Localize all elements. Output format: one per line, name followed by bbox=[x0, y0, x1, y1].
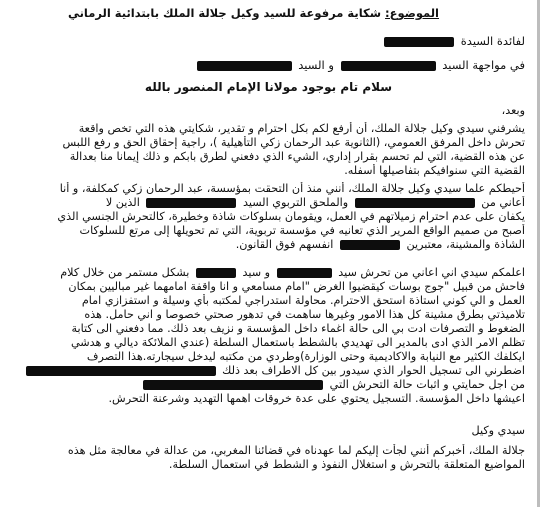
paragraph2-segment: الذين لا bbox=[105, 196, 140, 209]
recipient-prefix: لفائدة السيدة bbox=[460, 34, 525, 48]
paragraph3-segment: اضطرني الى تسجيل الحوار الذي سيدور بين كل الاطراف بعد ذلك bbox=[222, 364, 525, 377]
paragraph2-line: أصبح من صميم الواقع المرير الذي تعانيه في مؤسسة تربوية، التي تم تحويلها إلى مرتع للسلوكات bbox=[79, 224, 525, 237]
paragraph3-line: فاحش من قبيل "جوج بوسات كيقضيوا الغرض "امام مسامعي و انا واقفة امامهما غير مباليين بمكان bbox=[68, 280, 525, 293]
closing-salute: سيدي وكيل bbox=[471, 424, 525, 437]
defendants-and: و السيد bbox=[298, 58, 334, 72]
paragraph3-line: تظلم الامر الذي ادى بالمدير الى تهديدي بالشطط باستعمال السلطة (عندي الملائكة ديالي و هدشي bbox=[70, 336, 525, 349]
paragraph3-line bbox=[12, 364, 525, 378]
redaction-bar bbox=[277, 268, 332, 278]
paragraph3-line: العمل و الي كوني استاذة استحق الاحترام. محاولة استدراجي لمكتبه بأي وسيلة و استفزازي امام bbox=[81, 294, 525, 307]
redaction-bar bbox=[340, 240, 400, 250]
wabad: وبعد، bbox=[501, 104, 525, 117]
paragraph2-line bbox=[12, 196, 525, 210]
redaction-bar bbox=[355, 198, 475, 208]
defendants-prefix: في مواجهة السيد bbox=[442, 58, 525, 72]
paragraph3-line: الضغوط و التصرفات ادت بي الى حالة اغماء داخل المؤسسة و نزيف بعد ذلك. مما دفعني الى كتابة bbox=[71, 322, 525, 335]
paragraph3-line: ايكلفك الكثير مع النيابة والاكاديمية وحتى الوزارة)وطردي من مكتبه ليدخل سيجارته.هذا التصرف bbox=[86, 350, 525, 363]
redaction-bar bbox=[196, 268, 236, 278]
subject-line bbox=[30, 6, 477, 20]
paragraph2-line: يكفان على عدم احترام زميلاتهم في العمل، ويقومان بسلوكات شاذة وخطيرة، كالتحرش الجنسي الذي bbox=[57, 210, 525, 223]
redaction-bar bbox=[26, 366, 216, 376]
paragraph2-segment: الشاذة والمشينة، معتبرين bbox=[406, 238, 525, 251]
paragraph3-line: تلاميذتي بطرق مشينة كل هذا الامور وغيرها ساهمت في تدهور صحتي خصوصا و اني حامل. هذه bbox=[84, 308, 525, 321]
paragraph3-segment: من اجل حمايتي و اثبات حالة التحرش التي bbox=[329, 378, 525, 391]
paragraph1-line: تحرش داخل المرفق العمومي، (الثانوية عبد الرحمان زكي التأهيلية )، راجية إحقاق الحق و رفع اللبس bbox=[62, 136, 525, 149]
paragraph2-segment: أعاني من bbox=[481, 196, 525, 209]
paragraph4-line: المواضيع المتعلقة بالتحرش و استغلال النفوذ و الشطط في استعمال السلطة. bbox=[168, 458, 525, 471]
defendants-line bbox=[12, 58, 525, 72]
subject-label: الموضوع: bbox=[385, 6, 440, 20]
paragraph2-line: أحيطكم علما سيدي وكيل جلالة الملك، أنني منذ أن التحقت بمؤسسة، عبد الرحمان زكي كمكلفة، و أنا bbox=[59, 182, 525, 195]
paragraph4-line: جلالة الملك، أخبركم أنني لجأت إليكم لما عهدناه في قضائنا المغربي، من عدالة في معالجة مثل هذه bbox=[67, 444, 525, 457]
paragraph1-line: عن هذه القضية، التي لم تحسم بقرار إداري، الشيء الذي دفعني لطرق بابكم و ذلك إيمانا منا بعدالة bbox=[69, 150, 525, 163]
paragraph2-segment: والملحق التربوي السيد bbox=[242, 196, 349, 209]
redaction-bar bbox=[197, 61, 292, 71]
redaction-bar bbox=[146, 198, 236, 208]
paragraph3-segment: و سيد bbox=[242, 266, 271, 279]
paragraph3-segment: بشكل مستمر من خلال كلام bbox=[60, 266, 190, 279]
paragraph2-segment: انفسهم فوق القانون. bbox=[235, 238, 334, 251]
paragraph1-line: يشرفني سيدي وكيل جلالة الملك، أن أرفع لكم بكل احترام و تقدير، شكايتي هذه التي تخص واقعة bbox=[78, 122, 525, 135]
paragraph3-line bbox=[12, 266, 525, 280]
paragraph3-line: اعيشها داخل المؤسسة. التسجيل يحتوي على عدة خروقات اهمها التهديد وشرعنة التحرش. bbox=[108, 392, 525, 405]
redaction-bar bbox=[341, 61, 436, 71]
paragraph2-line bbox=[12, 238, 525, 252]
subject-text: شكاية مرفوعة للسيد وكيل جلالة الملك بابتدائية الرماني bbox=[67, 6, 382, 20]
greeting: سلام تام بوجود مولانا الإمام المنصور بالله bbox=[144, 80, 393, 94]
paragraph3-line bbox=[12, 378, 525, 392]
redaction-bar bbox=[143, 380, 323, 390]
paragraph3-segment: اعلمكم سيدي اني اعاني من تحرش سيد bbox=[338, 266, 525, 279]
redaction-bar bbox=[384, 37, 454, 47]
paragraph1-line: القضية التي سنوافيكم بتفاصيلها أسفله. bbox=[344, 164, 525, 177]
recipient-line bbox=[12, 34, 525, 48]
